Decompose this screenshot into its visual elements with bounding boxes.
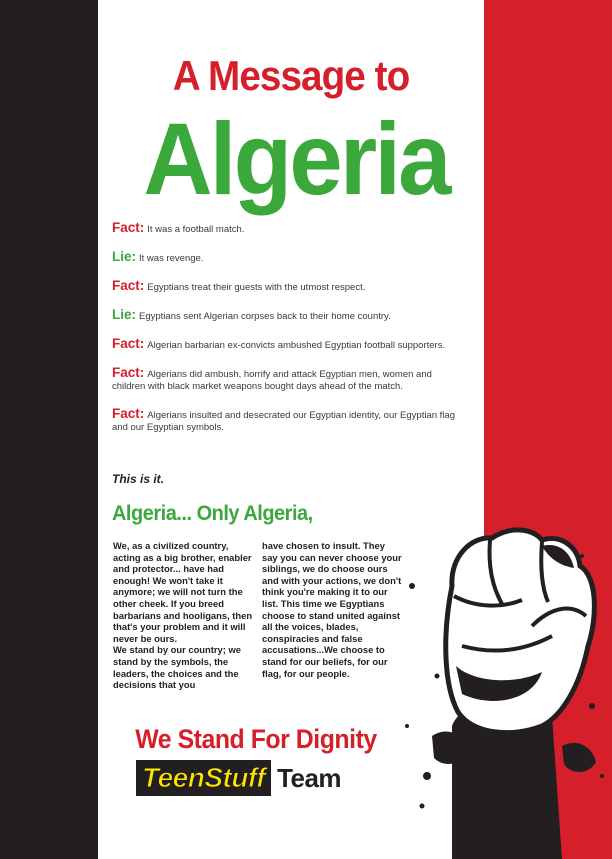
fact-label: Fact: — [112, 278, 145, 293]
lie-label: Lie: — [112, 307, 137, 322]
slogan: We Stand For Dignity — [135, 724, 377, 754]
lie-item — [112, 251, 462, 265]
fact-label: Fact: — [112, 336, 145, 351]
facts-list — [112, 222, 462, 449]
lie-text: Egyptians sent Algerian corpses back to their home country. — [139, 311, 391, 322]
brand-team: Team — [277, 762, 342, 793]
fact-item — [112, 280, 462, 294]
brand-name: TeenStuff — [142, 762, 266, 793]
fact-item — [112, 367, 462, 393]
this-is-it-line: This is it. — [112, 472, 165, 486]
fact-label: Fact: — [112, 406, 145, 421]
lie-text: It was revenge. — [139, 253, 204, 264]
fact-text: Algerians did ambush, horrify and attack Egyptian men, women and children with black market weapons bought days ahead of the match. — [112, 369, 432, 392]
fact-text: It was a football match. — [147, 224, 245, 235]
body-text-left: We, as a civilized country, acting as a big brother, enabler and protector... have had enough! We won't take it anymore; we will not turn the other cheek. If you breed barbarians and hooligans, then that's your problem and it will never be ours. We stand by our country; we stand by the symbols, the leaders, the choices and the decisions that you — [113, 540, 253, 691]
fact-item — [112, 408, 462, 434]
lie-item — [112, 309, 462, 323]
fact-text: Algerians insulted and desecrated our Egyptian identity, our Egyptian flag and our Egyptian symbols. — [112, 410, 455, 433]
brand-logo — [136, 760, 341, 796]
body-text-right: have chosen to insult. They say you can never choose your siblings, we do choose ours and with your actions, we don't think you're making it to our list. This time we Egyptians choose to stand united against all the voices, blades, conspiracies and false accusations...We choose to stand for our beliefs, for our flag, for our people. — [262, 540, 402, 679]
raised-fist-illustration — [392, 476, 612, 859]
fact-text: Egyptians treat their guests with the utmost respect. — [147, 282, 366, 293]
fact-label: Fact: — [112, 365, 145, 380]
brand-name-box — [136, 760, 271, 796]
fact-text: Algerian barbarian ex-convicts ambushed Egyptian football supporters. — [147, 340, 446, 351]
fact-label: Fact: — [112, 220, 145, 235]
fact-item — [112, 338, 462, 352]
title-line-1: A Message to — [172, 52, 410, 99]
flag-stripe-black — [0, 0, 98, 859]
title-line-2: Algeria — [143, 102, 449, 216]
lie-label: Lie: — [112, 249, 137, 264]
fact-item — [112, 222, 462, 236]
subheading: Algeria... Only Algeria, — [112, 502, 313, 525]
